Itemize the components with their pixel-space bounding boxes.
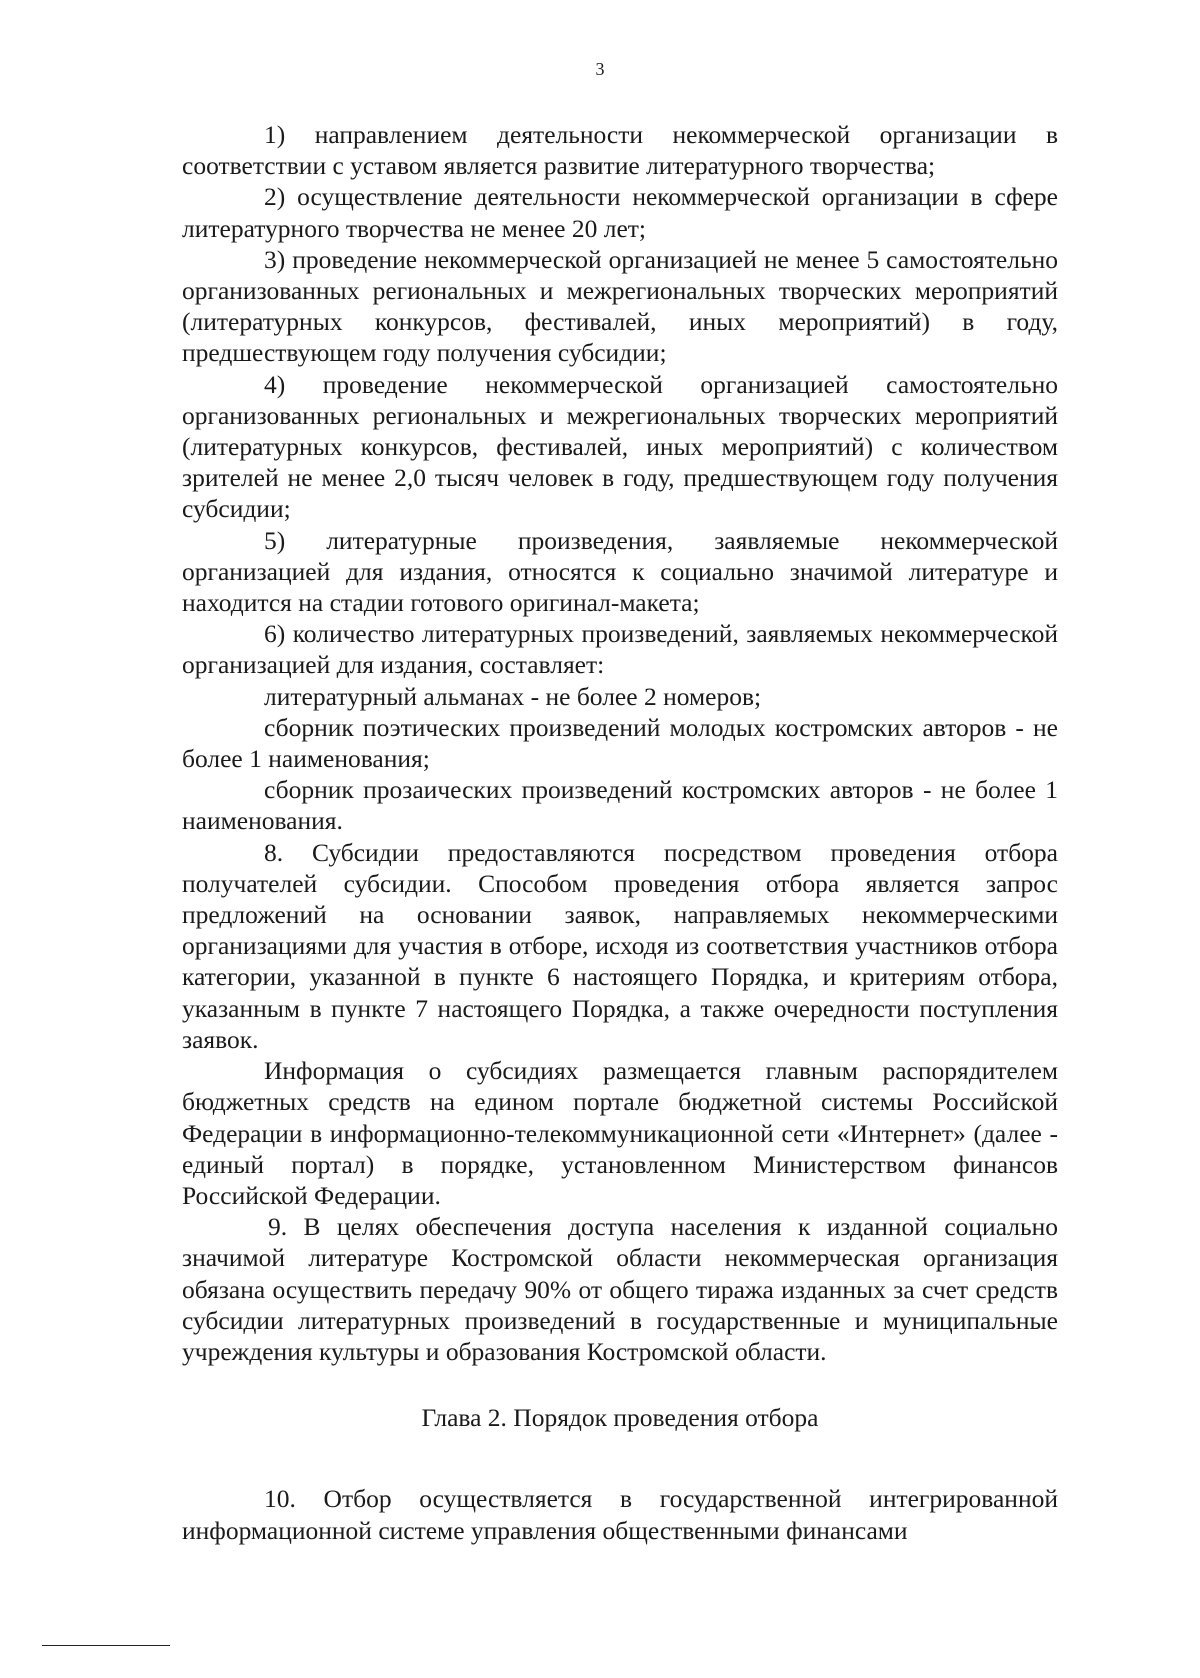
chapter-heading: Глава 2. Порядок проведения отбора	[421, 1403, 819, 1433]
paragraph-item-6: 6) количество литературных произведений, заявляемых некоммерческой организацией для издания, составляет:	[182, 619, 1058, 680]
paragraph-clause-9: 9. В целях обеспечения доступа населения к изданной социально значимой литературе Костромской области некоммерческая организация обязана осуществить передачу 90% от общего тиража изданных за счет средств субсидии литературных произведений в государственные и муниципальные учреждения культуры и образования Костромской области.	[182, 1212, 1058, 1366]
paragraph-subsidy-info: Информация о субсидиях размещается главным распорядителем бюджетных средств на едином портале бюджетной системы Российской Федерации в информационно-телекоммуникационной сети «Интернет» (далее - единый портал) в порядке, установленном Министерством финансов Российской Федерации.	[182, 1056, 1058, 1210]
paragraph-clause-10: 10. Отбор осуществляется в государственной интегрированной информационной системе управления общественными финансами	[182, 1484, 1058, 1545]
footnote-divider	[42, 1645, 170, 1646]
page-number: 3	[595, 59, 605, 79]
paragraph-item-2: 2) осуществление деятельности некоммерческой организации в сфере литературного творчества не менее 20 лет;	[182, 182, 1058, 243]
paragraph-prose-collection: сборник прозаических произведений костромских авторов - не более 1 наименования.	[182, 775, 1058, 836]
paragraph-item-5: 5) литературные произведения, заявляемые некоммерческой организацией для издания, относятся к социально значимой литературе и находится на стадии готового оригинал-макета;	[182, 525, 1058, 618]
paragraph-clause-8: 8. Субсидии предоставляются посредством проведения отбора получателей субсидии. Способом проведения отбора является запрос предложений на основании заявок, направляемых некоммерческими организациями для участия в отборе, исходя из соответствия участников отбора категории, указанной в пункте 6 настоящего Порядка, и критериям отбора, указанным в пункте 7 настоящего Порядка, а также очередности поступления заявок.	[182, 837, 1058, 1054]
paragraph-item-1: 1) направлением деятельности некоммерческой организации в соответствии с уставом является развитие литературного творчества;	[182, 120, 1058, 181]
document-body	[182, 119, 1058, 1546]
paragraph-item-4: 4) проведение некоммерческой организацией самостоятельно организованных региональных и межрегиональных творческих мероприятий (литературных конкурсов, фестивалей, иных мероприятий) с количеством зрителей не менее 2,0 тысяч человек в году, предшествующем году получения субсидии;	[182, 369, 1058, 524]
paragraph-almanac: литературный альманах - не более 2 номеров;	[264, 681, 762, 711]
paragraph-item-3: 3) проведение некоммерческой организацией не менее 5 самостоятельно организованных региональных и межрегиональных творческих мероприятий (литературных конкурсов, фестивалей, иных мероприятий) в году, предшествующем году получения субсидии;	[182, 244, 1058, 368]
paragraph-poetry-collection: сборник поэтических произведений молодых костромских авторов - не более 1 наименования;	[182, 712, 1058, 774]
